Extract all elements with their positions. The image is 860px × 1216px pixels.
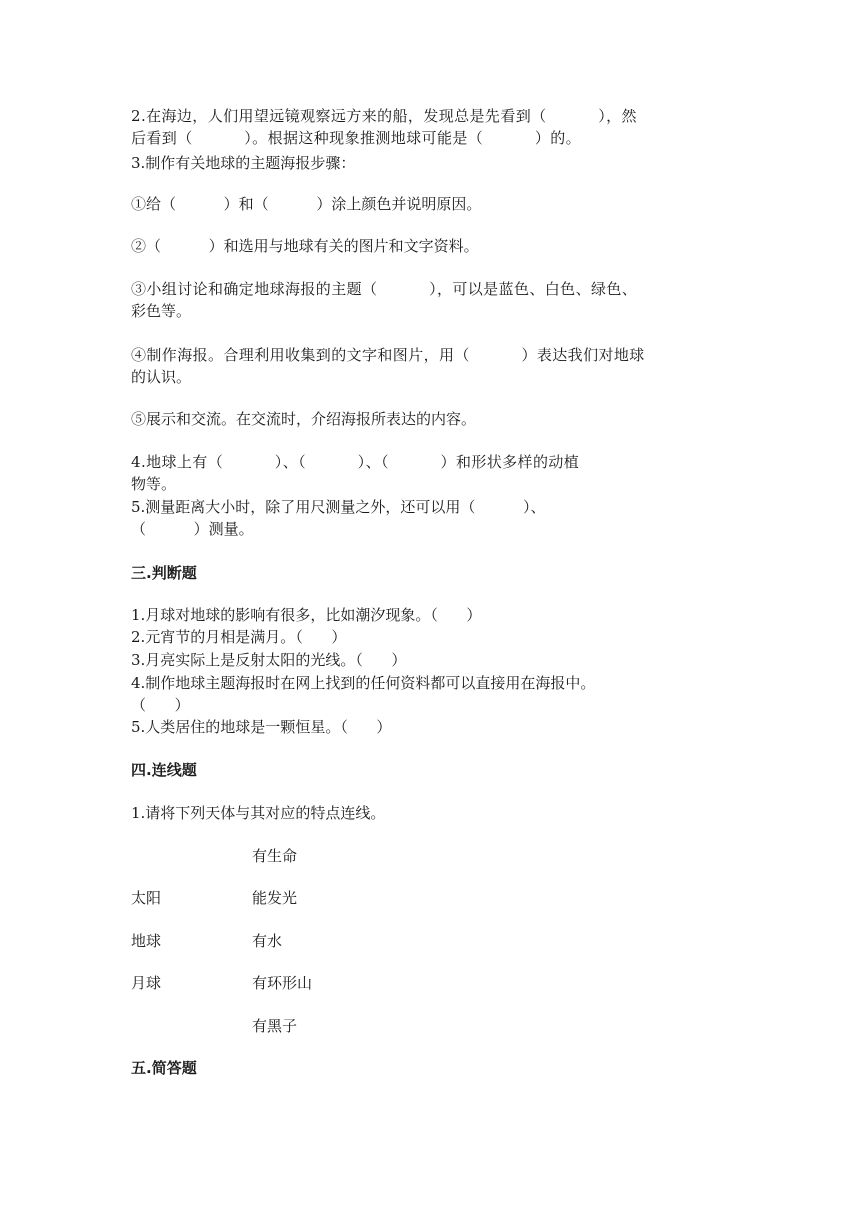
section4-heading: 四.连线题 [131, 761, 197, 779]
q3-step1: ①给（ ）和（ ）涂上颜色并说明原因。 [131, 195, 482, 213]
feature-item: 有水 [252, 932, 283, 950]
q3-step4-line2: 的认识。 [131, 368, 192, 386]
q2-line1: 2.在海边，人们用望远镜观察远方来的船，发现总是先看到（ ），然 [131, 107, 637, 125]
feature-item: 有环形山 [252, 974, 313, 992]
section3-heading: 三.判断题 [131, 564, 197, 582]
q3-step3-line2: 彩色等。 [131, 302, 192, 320]
q4-line1: 4.地球上有（ ）、（ ）、（ ）和形状多样的动植 [131, 453, 580, 471]
q3-step3-line1: ③小组讨论和确定地球海报的主题（ ），可以是蓝色、白色、绿色、 [131, 280, 638, 298]
q5-line2: （ ）测量。 [131, 520, 254, 538]
feature-item: 有生命 [252, 847, 298, 865]
body-item: 月球 [131, 974, 162, 992]
q3-step4-line1: ④制作海报。合理利用收集到的文字和图片，用（ ）表达我们对地球 [131, 346, 645, 364]
feature-item: 能发光 [252, 889, 298, 907]
tf-q5: 5.人类居住的地球是一颗恒星。（ ） [131, 718, 392, 736]
q5-line1: 5.测量距离大小时，除了用尺测量之外，还可以用（ ）、 [131, 498, 546, 516]
tf-q1: 1.月球对地球的影响有很多，比如潮汐现象。（ ） [131, 606, 482, 624]
tf-q4-line2: （ ） [131, 696, 190, 714]
q2-line2: 后看到（ ）。根据这种现象推测地球可能是（ ）的。 [131, 129, 582, 147]
body-item: 地球 [131, 932, 162, 950]
q3-step2: ②（ ）和选用与地球有关的图片和文字资料。 [131, 237, 479, 255]
q3-step5: ⑤展示和交流。在交流时，介绍海报所表达的内容。 [131, 410, 477, 428]
body-item: 太阳 [131, 889, 162, 907]
q3-title: 3.制作有关地球的主题海报步骤： [131, 154, 356, 172]
tf-q4-line1: 4.制作地球主题海报时在网上找到的任何资料都可以直接用在海报中。 [131, 674, 596, 692]
tf-q2: 2.元宵节的月相是满月。（ ） [131, 628, 347, 646]
feature-item: 有黑子 [252, 1017, 298, 1035]
match-q1: 1.请将下列天体与其对应的特点连线。 [131, 804, 386, 822]
tf-q3: 3.月亮实际上是反射太阳的光线。（ ） [131, 651, 407, 669]
section5-heading: 五.简答题 [131, 1059, 197, 1077]
q4-line2: 物等。 [131, 475, 177, 493]
